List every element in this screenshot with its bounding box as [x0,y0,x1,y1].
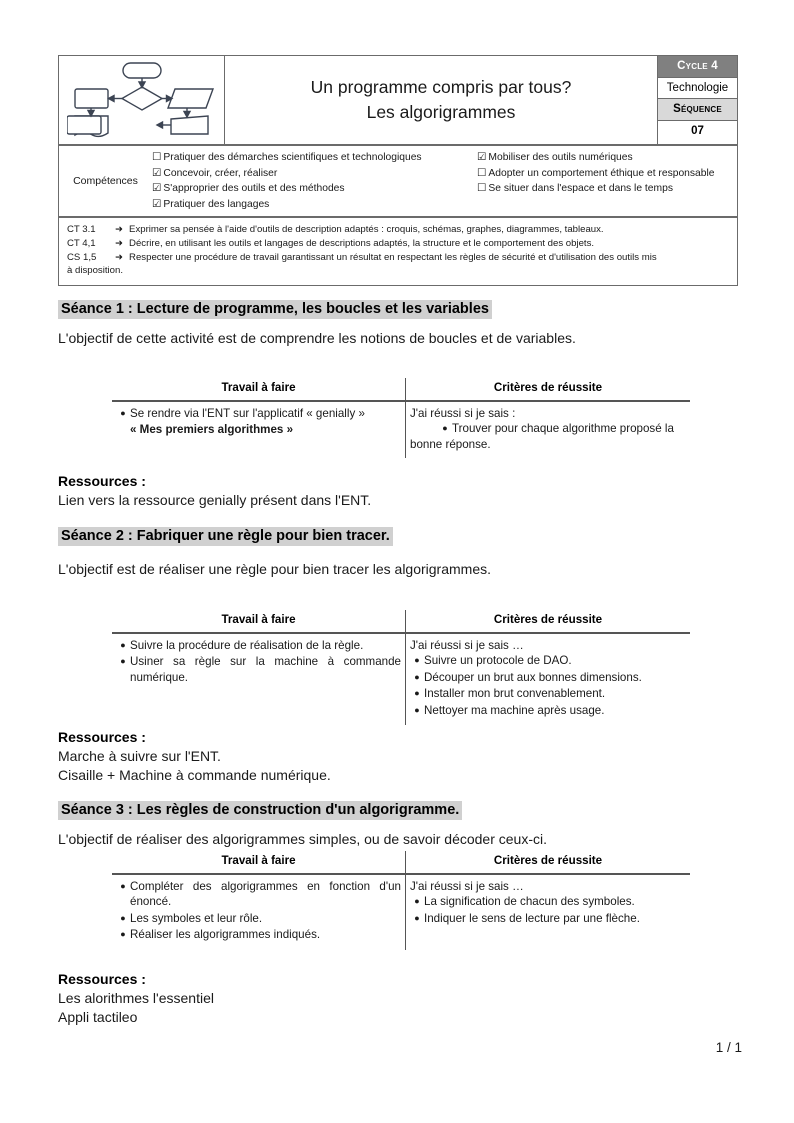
activity-cell-criteres [406,402,690,458]
bullet-item [410,911,686,926]
bullet-item [116,406,401,421]
activity-table-body [112,634,690,725]
competences-columns [152,146,737,216]
meta-cell [657,56,737,144]
bullet-icon: ● [120,881,126,891]
bullet-item [410,703,686,718]
meta-subject: Technologie [658,78,737,100]
header-block [58,55,738,286]
competency-text: Décrire, en utilisant les outils et langages de descriptions adaptés, la structure et le comportement des objets. [129,237,595,249]
competence-item[interactable] [477,181,737,197]
resource-item-3-1: Appli tactileo [58,1009,138,1025]
bullet-icon: ● [120,656,126,667]
competency-text-continuation: à disposition. [67,265,123,277]
bullet-icon: ● [442,423,448,434]
checkbox-checked-icon[interactable]: ☑ [477,151,487,163]
competence-label: Adopter un comportement éthique et responsable [488,167,715,179]
competency-code-line [67,223,729,237]
bullet-text: Suivre un protocole de DAO. [424,654,572,668]
activity-table-header [112,851,690,875]
resource-item-2-0: Marche à suivre sur l'ENT. [58,748,221,764]
competence-item[interactable] [477,166,737,182]
resource-item-3-0: Les alorithmes l'essentiel [58,990,214,1006]
activity-cell-travail [112,875,406,950]
bullet-text: Compléter des algorigrammes en fonction d'un énoncé. [130,880,401,909]
criteria-intro: J'ai réussi si je sais … [410,880,524,893]
bullet-text: Indiquer le sens de lecture par une flèche. [424,911,640,925]
bullet-text: La signification de chacun des symboles. [424,895,635,909]
session-heading-2: Séance 2 : Fabriquer une règle pour bien tracer. [58,527,393,546]
resources-label-3: Ressources : [58,971,146,987]
column-header-criteres: Critères de réussite [493,381,603,394]
bullet-item [116,879,401,910]
competency-code-line [67,251,729,265]
bullet-text: Les symboles et leur rôle. [130,911,263,925]
arrow-icon: ➜ [115,237,124,249]
resource-item-2-1: Cisaille + Machine à commande numérique. [58,767,331,783]
criteria-intro: J'ai réussi si je sais … [410,639,524,652]
flowchart-svg [67,60,217,140]
competences-row [59,146,737,218]
header-top-row [59,56,737,146]
competence-item[interactable] [152,150,477,166]
activity-cell-travail [112,402,406,458]
competency-code: CS 1,5 [67,251,97,263]
activity-table-body [112,402,690,458]
column-header-travail: Travail à faire [112,851,406,873]
bullet-text: Se rendre via l'ENT sur l'applicatif « genially » [130,407,365,420]
competence-item[interactable] [152,181,477,197]
bullet-text: Usiner sa règle sur la machine à commande numérique. [130,655,401,684]
bullet-item [410,670,686,685]
resource-item-1-0: Lien vers la ressource genially présent dans l'ENT. [58,492,372,508]
meta-cycle: Cycle 4 [658,56,737,78]
bullet-item [116,911,401,926]
competence-label: S'approprier des outils et des méthodes [163,183,345,195]
bullet-item [116,927,401,942]
bullet-icon: ● [414,655,420,666]
session-objective-1: L'objectif de cette activité est de comprendre les notions de boucles et de variables. [58,330,576,346]
bullet-item [410,686,686,701]
competence-label: Pratiquer des langages [163,198,270,210]
competency-code: CT 3.1 [67,224,96,236]
competences-right-column [477,150,737,212]
bullet-icon: ● [120,408,126,418]
bullet-text: Nettoyer ma machine après usage. [424,703,605,717]
competences-label: Compétences [73,175,138,188]
competence-label: Se situer dans l'espace et dans le temps [488,183,673,195]
page-title-line-1: Un programme compris par tous? [310,77,572,97]
checkbox-checked-icon[interactable]: ☑ [152,182,162,195]
competency-code: CT 4,1 [67,237,96,249]
criteria-intro: J'ai réussi si je sais : [410,407,516,420]
column-header-criteres: Critères de réussite [493,854,603,867]
competence-item[interactable] [477,150,737,166]
bullet-text: Trouver pour chaque algorithme proposé la [452,422,674,436]
activity-cell-travail [112,634,406,725]
bullet-item [410,421,686,436]
competency-text: Respecter une procédure de travail garantissant un résultat en respectant les règles de sécurité et d'utilisation des outils mis [129,251,657,263]
activity-table-header [112,610,690,634]
competence-item[interactable] [152,197,477,213]
activity-table-header [112,378,690,402]
logo-cell [59,56,225,144]
bullet-text: Installer mon brut convenablement. [424,687,606,701]
meta-sequence-number: 07 [658,121,737,143]
activity-table-3 [112,851,690,950]
session-objective-3: L'objectif de réaliser des algorigrammes simples, ou de savoir décoder ceux-ci. [58,831,548,847]
flowchart-diagram-icon [67,60,217,140]
resources-label-1: Ressources : [58,473,146,489]
page-title-line-2: Les algorigrammes [366,102,516,122]
bullet-icon: ● [414,688,420,699]
competence-label: Mobiliser des outils numériques [488,152,633,163]
bullet-text: Réaliser les algorigrammes indiqués. [130,928,321,942]
bullet-item [116,654,401,685]
column-header-criteres: Critères de réussite [493,613,603,626]
meta-sequence-label: Séquence [658,99,737,121]
competence-label: Concevoir, créer, réaliser [163,167,278,179]
session-objective-2: L'objectif est de réaliser une règle pour bien tracer les algorigrammes. [58,561,492,577]
session-heading-3: Séance 3 : Les règles de construction d'un algorigramme. [58,801,462,820]
competences-left-column [152,150,477,212]
activity-cell-criteres [406,875,690,950]
arrow-icon: ➜ [115,224,124,236]
bullet-text: Suivre la procédure de réalisation de la règle. [130,639,364,652]
checkbox-empty-icon[interactable]: ☐ [477,182,487,195]
checkbox-checked-icon[interactable]: ☑ [152,166,162,179]
checkbox-empty-icon[interactable]: ☐ [152,151,162,163]
bullet-icon: ● [120,912,126,923]
activity-table-1 [112,378,690,458]
criteria-tail: bonne réponse. [410,437,491,451]
resources-label-2: Ressources : [58,729,146,745]
bullet-item [410,894,686,909]
bullet-icon: ● [414,671,420,682]
competency-text: Exprimer sa pensée à l'aide d'outils de description adaptés : croquis, schémas, graphes, diagrammes, tableaux. [129,224,604,236]
session-heading-1: Séance 1 : Lecture de programme, les boucles et les variables [58,300,492,319]
bullet-icon: ● [120,929,126,940]
bullet-icon: ● [414,704,420,715]
bullet-item [410,653,686,668]
activity-cell-criteres [406,634,690,725]
competence-label: Pratiquer des démarches scientifiques et technologiques [163,152,422,163]
bullet-text: Découper un brut aux bonnes dimensions. [424,670,642,684]
competency-codes-block [59,218,737,284]
title-cell [225,56,657,144]
page-number: 1 / 1 [715,1040,742,1055]
arrow-icon: ➜ [115,251,124,263]
bullet-icon: ● [120,640,126,650]
bullet-icon: ● [414,912,420,923]
competence-item[interactable] [152,166,477,182]
activity-table-body [112,875,690,950]
checkbox-checked-icon[interactable]: ☑ [152,197,162,210]
competency-code-line [67,237,729,251]
checkbox-empty-icon[interactable]: ☐ [477,166,487,179]
bullet-item [116,638,401,653]
bullet-icon: ● [414,896,420,907]
activity-table-2 [112,610,690,725]
column-header-travail: Travail à faire [112,610,406,632]
column-header-travail: Travail à faire [112,378,406,400]
bullet-text-bold: « Mes premiers algorithmes » [130,423,294,437]
